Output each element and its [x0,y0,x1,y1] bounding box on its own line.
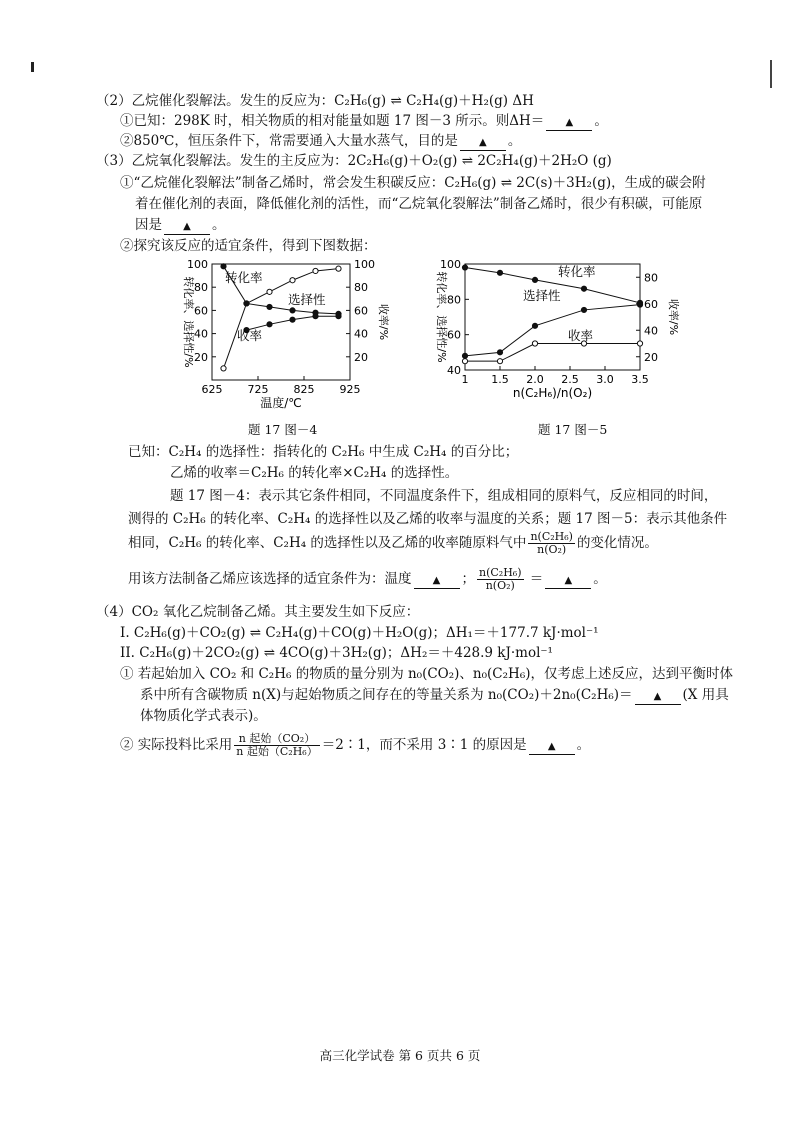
y-tick-label: 20 [194,350,208,364]
scan-mark-right [770,60,772,88]
q4-sub1-line3: 体物质化学式表示)。 [140,708,267,724]
q3-sub1-line2: 着在催化剂的表面，降低催化剂的活性，而“乙烷氧化裂解法”制备乙烯时，很少有积碳，可能原 [135,196,703,212]
y-tick-label: 100 [440,258,461,271]
data-point [532,277,537,282]
chart-fig17-5 [418,252,688,417]
x-tick-label: 2.0 [526,373,544,386]
q2-sub1-text: ①已知：298K 时，相关物质的相对能量如题 17 图－3 所示。则ΔH＝ [120,113,545,129]
answer-blank[interactable]: ▲ [529,740,575,755]
data-point [462,265,467,270]
q3-desc3-text: 相同，C₂H₆ 的转化率、C₂H₄ 的选择性以及乙烯的收率随原料气中 [128,535,527,551]
q3-desc3 [128,530,658,556]
q3-known2: 乙烯的收率＝C₂H₆ 的转化率×C₂H₄ 的选择性。 [170,465,459,481]
x-tick-label: 725 [247,383,269,396]
q3-desc1: 题 17 图－4：表示其它条件相同，不同温度条件下，组成相同的原料气，反应相同的时间， [170,488,718,504]
answer-blank[interactable]: ▲ [635,690,681,705]
feed-ratio-numerator: n 起始（CO₂） [234,733,319,746]
y-tick-label: 60 [194,304,208,318]
q2-sub2: ②850℃，恒压条件下，常需要通入大量水蒸气，目的是 ▲ 。 [120,133,522,149]
y-tick-label: 80 [194,281,208,295]
scan-mark-left [31,62,34,72]
q4-sub1-line1: ① 若起始加入 CO₂ 和 C₂H₆ 的物质的量分别为 n₀(CO₂)、n₀(C₂H₆)，仅考虑上述反应，达到平衡时体 [120,666,733,682]
q3-ask-text: 用该方法制备乙烯应该选择的适宜条件为：温度 [128,571,412,587]
y-tick-label: 40 [447,364,461,377]
q3-desc2: 测得的 C₂H₆ 的转化率、C₂H₄ 的选择性以及乙烯的收率与温度的关系；题 17 图－5：表示其他条件 [128,511,728,527]
data-point [532,341,537,346]
y-right-tick-label: 60 [354,304,368,318]
chart4-caption: 题 17 图－4 [248,422,318,437]
feed-ratio-denominator: n 起始（C₂H₆） [236,745,318,758]
series-label: 转化率 [225,270,263,285]
answer-blank[interactable]: ▲ [546,116,592,131]
ratio-fraction [528,531,575,556]
answer-blank[interactable]: ▲ [460,136,506,151]
data-point [462,353,467,358]
q3-desc3-tail: 的变化情况。 [576,535,658,551]
q4-intro: （4）CO₂ 氧化乙烷制备乙烯。其主要发生如下反应： [96,604,420,620]
y-right-tick-label: 20 [644,350,658,364]
plot-frame [465,264,640,370]
feed-ratio-fraction [234,733,319,758]
data-point [462,359,467,364]
q2-intro: （2）乙烷催化裂解法。发生的反应为：C₂H₆(g) ⇌ C₂H₄(g)＋H₂(g) ΔH [96,93,534,109]
y-right-tick-label: 40 [644,324,658,338]
x-axis-title: n(C₂H₆)/n(O₂) [512,386,593,400]
data-point [497,270,502,275]
q3-sub1-line1: ①“乙烷催化裂解法”制备乙烯时，常会发生积碳反应：C₂H₆(g) ⇌ 2C(s)＋3H₂(g)，生成的碳会附 [120,175,706,191]
ratio-numerator: n(C₂H₆) [479,566,522,579]
y-tick-label: 100 [187,258,208,271]
q4-sub2-tail: ＝2∶1，而不采用 3∶1 的原因是 [321,737,527,753]
q3-ask: 用该方法制备乙烯应该选择的适宜条件为：温度 ▲ ； $\frac{\text{n(C₂H₆)}}{\text{n(O₂)}}$ ＝ ▲ 。 [128,566,607,592]
q4-sub1-line2-text: 系中所有含碳物质 n(X)与起始物质之间存在的等量关系为 n₀(CO₂)＋2n₀(C₂H₆)＝ [140,687,633,703]
data-point [637,341,642,346]
data-point [244,301,249,306]
data-point [497,359,502,364]
data-point [497,350,502,355]
data-point [581,286,586,291]
series-label: 收率 [568,328,594,343]
q3-ask-sep: ； [461,571,475,587]
ratio-fraction [477,567,524,592]
chart-fig17-4 [165,252,415,417]
x-tick-label: 3.0 [596,373,614,386]
data-point [336,266,341,271]
q3-sub1-line3-text: 因是 [135,217,162,233]
x-tick-label: 625 [201,383,223,396]
data-point [290,317,295,322]
series-label: 转化率 [558,264,596,279]
q4-sub1-line2-tail: (X 用具 [682,687,729,703]
chart5-caption: 题 17 图－5 [538,422,608,437]
answer-blank[interactable]: ▲ [545,574,591,589]
series-label: 收率 [237,328,263,343]
x-tick-label: 2.5 [561,373,579,386]
q4-sub2: ② 实际投料比采用 $\frac{\text{n 起始（CO₂）}}{\text{n 起始（C₂H₆）}}$ ＝2∶1，而不采用 3∶1 的原因是 ▲ 。 [120,732,591,758]
y-axis-title-right: 收率/% [667,298,680,336]
x-tick-label: 925 [339,383,361,396]
x-tick-label: 1 [461,373,469,386]
data-point [267,304,272,309]
y-tick-label: 40 [194,327,208,341]
y-right-tick-label: 100 [354,258,375,271]
y-right-tick-label: 60 [644,297,658,311]
data-point [581,307,586,312]
data-point [313,314,318,319]
q3-sub1-line3: 因是 ▲ 。 [135,217,226,233]
answer-blank[interactable]: ▲ [414,574,460,589]
q4-sub1-line2 [140,686,729,705]
ratio-denominator: n(O₂) [485,579,515,592]
ratio-denominator: n(O₂) [537,543,567,556]
series-label: 选择性 [288,292,326,307]
data-point [637,302,642,307]
data-point [336,314,341,319]
data-point [267,289,272,294]
q3-known1: 已知：C₂H₄ 的选择性：指转化的 C₂H₆ 中生成 C₂H₄ 的百分比； [128,444,519,460]
q4-reaction2: II. C₂H₆(g)＋2CO₂(g) ⇌ 4CO(g)＋3H₂(g)；ΔH₂＝＋428.9 kJ·mol⁻¹ [120,645,553,661]
x-tick-label: 825 [293,383,315,396]
page-footer: 高三化学试卷 第 6 页共 6 页 [319,1048,481,1063]
x-tick-label: 1.5 [491,373,509,386]
y-right-tick-label: 80 [644,271,658,285]
y-axis-title-left: 转化率、选择性/% [182,276,195,368]
q4-reaction1: I. C₂H₆(g)＋CO₂(g) ⇌ C₂H₄(g)＋CO(g)＋H₂O(g)；ΔH₁＝＋177.7 kJ·mol⁻¹ [120,625,599,641]
data-point [290,278,295,283]
q2-sub1: ①已知：298K 时，相关物质的相对能量如题 17 图－3 所示。则ΔH＝ ▲ 。 [120,113,608,129]
data-point [221,366,226,371]
data-point [290,308,295,313]
y-right-tick-label: 20 [354,350,368,364]
data-point [532,323,537,328]
q3-intro: （3）乙烷氧化裂解法。发生的主反应为：2C₂H₆(g)＋O₂(g) ⇌ 2C₂H₄(g)＋2H₂O (g) [96,153,612,169]
ratio-numerator: n(C₂H₆) [530,530,573,543]
y-axis-title-right: 收率/% [377,303,390,341]
y-tick-label: 60 [447,328,461,342]
y-axis-title-left: 转化率、选择性/% [435,271,448,363]
x-axis-title: 温度/℃ [260,396,302,410]
series-label: 选择性 [523,288,561,303]
y-tick-label: 80 [447,293,461,307]
answer-blank[interactable]: ▲ [164,220,210,235]
q3-sub2: ②探究该反应的适宜条件，得到下图数据： [120,238,377,254]
data-point [313,268,318,273]
y-right-tick-label: 80 [354,281,368,295]
data-point [267,322,272,327]
data-point [221,264,226,269]
q4-sub2-text: ② 实际投料比采用 [120,737,233,753]
q2-sub2-text: ②850℃，恒压条件下，常需要通入大量水蒸气，目的是 [120,133,458,149]
y-right-tick-label: 40 [354,327,368,341]
series-line-选择性 [465,305,640,356]
series-line-收率 [465,344,640,362]
x-tick-label: 3.5 [631,373,649,386]
